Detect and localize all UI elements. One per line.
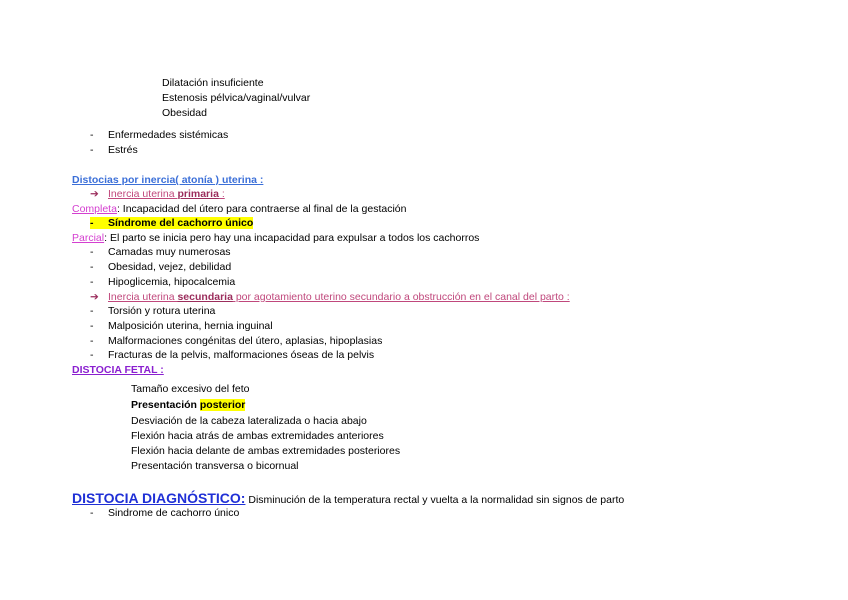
primaria-prefix: Inercia uterina — [108, 188, 178, 200]
dash-bullet: - — [90, 261, 94, 273]
dash-bullet: - — [90, 276, 94, 288]
dash-bullet: - — [90, 144, 94, 156]
inercia-secundaria-line — [90, 291, 570, 304]
list-item — [90, 349, 374, 362]
fetal-item: Flexión hacia delante de ambas extremidades posteriores — [131, 445, 401, 457]
parcial-line — [72, 232, 479, 245]
list-item — [90, 217, 253, 230]
presentacion-label: Presentación — [131, 399, 200, 411]
parcial-text: : El parto se inicia pero hay una incapacidad para expulsar a todos los cachorros — [104, 232, 480, 244]
diagnostico-text: Disminución de la temperatura rectal y vuelta a la normalidad sin signos de parto — [245, 494, 625, 506]
cause-item: Obesidad — [162, 107, 207, 119]
secundaria-suffix: por agotamiento uterino secundario a obstrucción en el canal del parto : — [232, 291, 570, 303]
arrow-icon: ➔ — [90, 291, 99, 303]
highlighted-posterior: posterior — [199, 399, 246, 411]
arrow-icon: ➔ — [90, 188, 99, 200]
cause-item: Estenosis pélvica/vaginal/vulvar — [162, 92, 311, 104]
list-item — [90, 276, 235, 289]
list-item — [90, 129, 228, 142]
cause-item: Dilatación insuficiente — [162, 77, 264, 89]
list-item — [90, 261, 231, 274]
highlighted-item: Síndrome del cachorro único — [108, 217, 254, 229]
fetal-item: Tamaño excesivo del feto — [131, 383, 250, 395]
list-item-text: Malposición uterina, hernia inguinal — [108, 320, 273, 332]
list-item — [90, 305, 215, 318]
inercia-primaria-line — [90, 188, 225, 201]
list-item-text: Estrés — [108, 144, 138, 156]
fetal-item-presentacion — [131, 399, 245, 412]
completa-line — [72, 203, 406, 216]
secundaria-prefix: Inercia uterina — [108, 291, 178, 303]
list-item — [90, 320, 273, 333]
dash-bullet: - — [90, 246, 94, 258]
list-item-text: Torsión y rotura uterina — [108, 305, 216, 317]
list-item — [90, 507, 239, 520]
list-item-text: Fracturas de la pelvis, malformaciones óseas de la pelvis — [108, 349, 375, 361]
list-item-text: Obesidad, vejez, debilidad — [108, 261, 232, 273]
completa-label: Completa — [72, 203, 117, 215]
primaria-suffix: : — [218, 188, 225, 200]
dash-bullet: - — [90, 129, 94, 141]
fetal-item: Flexión hacia atrás de ambas extremidades anteriores — [131, 430, 384, 442]
list-item-text: Sindrome de cachorro único — [108, 507, 240, 519]
list-item — [90, 246, 231, 259]
completa-text: : Incapacidad del útero para contraerse al final de la gestación — [116, 203, 407, 215]
dash-bullet: - — [90, 349, 94, 361]
dash-bullet: - — [90, 217, 94, 229]
list-item — [90, 335, 382, 348]
fetal-item: Presentación transversa o bicornual — [131, 460, 299, 472]
fetal-item: Desviación de la cabeza lateralizada o hacia abajo — [131, 415, 367, 427]
section-heading-inercia: Distocias por inercia( atonía ) uterina : — [72, 174, 264, 186]
parcial-label: Parcial — [72, 232, 105, 244]
section-heading-fetal: DISTOCIA FETAL : — [72, 364, 164, 376]
list-item-text: Malformaciones congénitas del útero, aplasias, hipoplasias — [108, 335, 383, 347]
section-heading-diagnostico: DISTOCIA DIAGNÓSTICO: — [72, 490, 246, 506]
primaria-bold: primaria — [177, 188, 219, 200]
dash-bullet: - — [90, 335, 94, 347]
secundaria-bold: secundaria — [177, 291, 233, 303]
dash-bullet: - — [90, 507, 94, 519]
list-item-text: Camadas muy numerosas — [108, 246, 231, 258]
dash-bullet: - — [90, 305, 94, 317]
dash-bullet: - — [90, 320, 94, 332]
list-item-text: Hipoglicemia, hipocalcemia — [108, 276, 236, 288]
list-item — [90, 144, 138, 157]
list-item-text: Enfermedades sistémicas — [108, 129, 229, 141]
